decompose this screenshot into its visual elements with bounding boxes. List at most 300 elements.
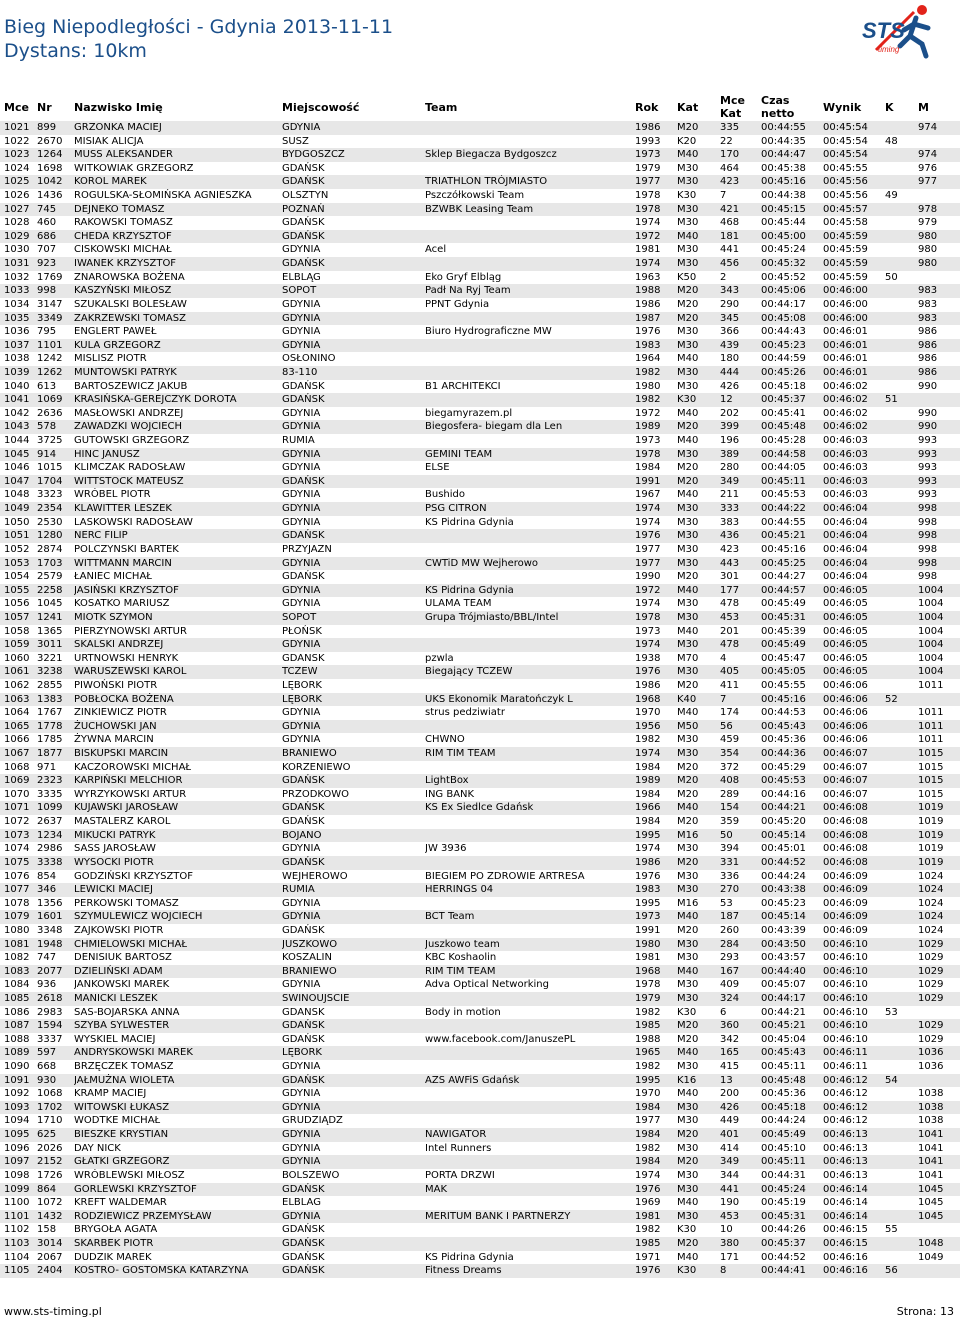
cell-team: MAK bbox=[425, 1183, 448, 1195]
cell-mce-kat: 426 bbox=[720, 380, 740, 392]
cell-city: SOPOT bbox=[282, 285, 317, 297]
cell-netto: 00:44:35 bbox=[761, 135, 806, 147]
cell-cat: M30 bbox=[677, 1183, 699, 1195]
cell-name: DUDZIK MAREK bbox=[74, 1251, 152, 1263]
cell-cat: M30 bbox=[677, 734, 699, 746]
cell-cat: M30 bbox=[677, 1142, 699, 1154]
cell-nr: 2986 bbox=[37, 843, 63, 855]
cell-name: GŁATKI GRZEGORZ bbox=[74, 1156, 170, 1168]
cell-m: 1041 bbox=[918, 1169, 944, 1181]
cell-cat: M30 bbox=[677, 203, 699, 215]
table-row bbox=[0, 271, 960, 285]
cell-nr: 3335 bbox=[37, 788, 63, 800]
cell-team: Padł Na Ryj Team bbox=[425, 285, 511, 297]
cell-city: POZNAŃ bbox=[282, 203, 325, 215]
table-row bbox=[0, 162, 960, 176]
cell-mce-kat: 349 bbox=[720, 1156, 740, 1168]
cell-year: 1984 bbox=[635, 761, 661, 773]
cell-mce-kat: 335 bbox=[720, 122, 740, 133]
table-row bbox=[0, 148, 960, 162]
cell-cat: M40 bbox=[677, 435, 699, 447]
cell-year: 1982 bbox=[635, 1006, 661, 1018]
cell-cat: M30 bbox=[677, 1101, 699, 1113]
cell-mce-kat: 174 bbox=[720, 707, 740, 719]
cell-netto: 00:45:32 bbox=[761, 258, 806, 270]
table-row bbox=[0, 788, 960, 802]
table-row bbox=[0, 693, 960, 707]
cell-netto: 00:45:55 bbox=[761, 679, 806, 691]
table-row bbox=[0, 1006, 960, 1020]
cell-nr: 1436 bbox=[37, 190, 63, 202]
cell-nr: 1042 bbox=[37, 176, 63, 188]
cell-result: 00:46:03 bbox=[823, 489, 868, 501]
cell-year: 1980 bbox=[635, 938, 661, 950]
cell-mce: 1061 bbox=[4, 666, 30, 678]
cell-mce-kat: 421 bbox=[720, 203, 740, 215]
cell-netto: 00:44:41 bbox=[761, 1265, 806, 1277]
cell-result: 00:46:09 bbox=[823, 870, 868, 882]
cell-result: 00:46:00 bbox=[823, 298, 868, 310]
cell-result: 00:46:13 bbox=[823, 1142, 868, 1154]
cell-team: Biuro Hydrograficzne MW bbox=[425, 326, 552, 338]
cell-mce-kat: 360 bbox=[720, 1020, 740, 1032]
table-row bbox=[0, 611, 960, 625]
cell-netto: 00:45:19 bbox=[761, 1197, 806, 1209]
cell-nr: 1045 bbox=[37, 598, 63, 610]
cell-nr: 2067 bbox=[37, 1251, 63, 1263]
cell-year: 1979 bbox=[635, 993, 661, 1004]
cell-mce-kat: 414 bbox=[720, 1142, 740, 1154]
cell-netto: 00:45:24 bbox=[761, 244, 806, 256]
cell-mce: 1054 bbox=[4, 571, 30, 583]
cell-nr: 930 bbox=[37, 1074, 57, 1086]
cell-city: GRUDZIĄDZ bbox=[282, 1115, 343, 1127]
table-row bbox=[0, 488, 960, 502]
cell-nr: 2636 bbox=[37, 407, 63, 419]
cell-name: MIOTK SZYMON bbox=[74, 611, 153, 623]
cell-name: WYRZYKOWSKI ARTUR bbox=[74, 788, 187, 800]
cell-nr: 1069 bbox=[37, 394, 63, 406]
table-row bbox=[0, 448, 960, 462]
cell-nr: 1767 bbox=[37, 707, 63, 719]
cell-name: ROGULSKA-SŁOMIŃSKA AGNIESZKA bbox=[74, 190, 252, 202]
cell-mce: 1025 bbox=[4, 176, 30, 188]
cell-team: JW 3936 bbox=[425, 843, 467, 855]
cell-cat: M20 bbox=[677, 856, 699, 868]
cell-name: ANDRYSKOWSKI MAREK bbox=[74, 1047, 193, 1059]
cell-mce-kat: 380 bbox=[720, 1237, 740, 1249]
cell-mce-kat: 408 bbox=[720, 775, 740, 787]
cell-mce-kat: 366 bbox=[720, 326, 740, 338]
cell-cat: M40 bbox=[677, 911, 699, 923]
cell-netto: 00:45:21 bbox=[761, 530, 806, 542]
cell-mce-kat: 423 bbox=[720, 543, 740, 555]
cell-netto: 00:45:00 bbox=[761, 230, 806, 242]
cell-nr: 3238 bbox=[37, 666, 63, 678]
cell-cat: M20 bbox=[677, 775, 699, 787]
table-row bbox=[0, 339, 960, 353]
cell-year: 1984 bbox=[635, 1129, 661, 1141]
table-row bbox=[0, 420, 960, 434]
cell-name: KACZOROWSKI MICHAŁ bbox=[74, 761, 192, 773]
cell-city: GDYNIA bbox=[282, 979, 321, 991]
cell-city: BOLSZEWO bbox=[282, 1169, 340, 1181]
cell-name: MIKUCKI PATRYK bbox=[74, 829, 156, 841]
cell-cat: M30 bbox=[677, 503, 699, 515]
cell-cat: M20 bbox=[677, 816, 699, 828]
cell-name: BARTOSZEWICZ JAKUB bbox=[74, 380, 188, 392]
cell-name: KOSTRO- GOSTOMSKA KATARZYNA bbox=[74, 1265, 249, 1277]
cell-result: 00:46:11 bbox=[823, 1061, 868, 1073]
page-subtitle: Dystans: 10km bbox=[4, 40, 147, 62]
cell-cat: M20 bbox=[677, 122, 699, 133]
cell-mce-kat: 190 bbox=[720, 1197, 740, 1209]
cell-result: 00:46:02 bbox=[823, 380, 868, 392]
cell-year: 1976 bbox=[635, 870, 661, 882]
cell-mce-kat: 180 bbox=[720, 353, 740, 365]
cell-mce: 1036 bbox=[4, 326, 30, 338]
table-row bbox=[0, 1196, 960, 1210]
table-row bbox=[0, 475, 960, 489]
cell-netto: 00:45:36 bbox=[761, 1088, 806, 1100]
cell-name: MUNTOWSKI PATRYK bbox=[74, 366, 177, 378]
cell-name: DEJNEKO TOMASZ bbox=[74, 203, 165, 215]
col-nr: Nr bbox=[37, 101, 52, 114]
table-row bbox=[0, 625, 960, 639]
cell-cat: M30 bbox=[677, 543, 699, 555]
cell-mce: 1032 bbox=[4, 271, 30, 283]
cell-mce-kat: 50 bbox=[720, 829, 733, 841]
cell-year: 1976 bbox=[635, 1183, 661, 1195]
table-row bbox=[0, 924, 960, 938]
cell-m: 1024 bbox=[918, 911, 944, 923]
cell-city: GDAŃSK bbox=[282, 1237, 325, 1249]
cell-result: 00:46:07 bbox=[823, 775, 868, 787]
cell-mce: 1075 bbox=[4, 856, 30, 868]
cell-netto: 00:45:21 bbox=[761, 1020, 806, 1032]
cell-name: ZINKIEWICZ PIOTR bbox=[74, 707, 167, 719]
cell-result: 00:46:16 bbox=[823, 1251, 868, 1263]
cell-year: 1995 bbox=[635, 829, 661, 841]
cell-netto: 00:44:24 bbox=[761, 870, 806, 882]
table-row bbox=[0, 1223, 960, 1237]
cell-team: PORTA DRZWI bbox=[425, 1169, 495, 1181]
cell-year: 1995 bbox=[635, 897, 661, 909]
cell-cat: M30 bbox=[677, 598, 699, 610]
cell-netto: 00:45:24 bbox=[761, 1183, 806, 1195]
cell-mce: 1074 bbox=[4, 843, 30, 855]
cell-m: 974 bbox=[918, 149, 938, 161]
cell-city: GDAŃSK bbox=[282, 230, 325, 242]
cell-nr: 625 bbox=[37, 1129, 57, 1141]
table-row bbox=[0, 203, 960, 217]
cell-year: 1982 bbox=[635, 1142, 661, 1154]
cell-mce: 1105 bbox=[4, 1265, 30, 1277]
cell-netto: 00:45:11 bbox=[761, 1061, 806, 1073]
cell-name: WRÓBEL PIOTR bbox=[74, 489, 151, 501]
cell-name: MASTALERZ KAROL bbox=[74, 816, 171, 828]
cell-mce-kat: 6 bbox=[720, 1006, 727, 1018]
cell-cat: M40 bbox=[677, 707, 699, 719]
cell-name: SZYBA SYLWESTER bbox=[74, 1020, 170, 1032]
cell-city: LĘBORK bbox=[282, 1047, 322, 1059]
cell-result: 00:46:05 bbox=[823, 584, 868, 596]
cell-cat: M20 bbox=[677, 788, 699, 800]
cell-mce: 1104 bbox=[4, 1251, 30, 1263]
cell-m: 1024 bbox=[918, 897, 944, 909]
cell-netto: 00:45:11 bbox=[761, 1156, 806, 1168]
cell-netto: 00:44:58 bbox=[761, 448, 806, 460]
cell-city: GDYNIA bbox=[282, 911, 321, 923]
cell-cat: M30 bbox=[677, 162, 699, 174]
cell-m: 1019 bbox=[918, 843, 944, 855]
table-row bbox=[0, 584, 960, 598]
cell-city: GDAŃSK bbox=[282, 176, 325, 188]
cell-result: 00:46:16 bbox=[823, 1265, 868, 1277]
cell-city: GDYNIA bbox=[282, 1142, 321, 1154]
cell-mce: 1021 bbox=[4, 122, 30, 133]
cell-cat: K50 bbox=[677, 271, 697, 283]
table-row bbox=[0, 679, 960, 693]
cell-result: 00:46:02 bbox=[823, 421, 868, 433]
cell-name: WYSOCKI PIOTR bbox=[74, 856, 154, 868]
cell-result: 00:46:02 bbox=[823, 394, 868, 406]
cell-nr: 613 bbox=[37, 380, 57, 392]
cell-mce-kat: 289 bbox=[720, 788, 740, 800]
cell-mce: 1077 bbox=[4, 884, 30, 896]
cell-city: PRZYJAZN bbox=[282, 543, 332, 555]
cell-m: 1029 bbox=[918, 979, 944, 991]
cell-year: 1985 bbox=[635, 1237, 661, 1249]
col-team: Team bbox=[425, 101, 458, 114]
cell-mce-kat: 441 bbox=[720, 1183, 740, 1195]
cell-nr: 1264 bbox=[37, 149, 63, 161]
cell-city: 83-110 bbox=[282, 366, 318, 378]
cell-nr: 2354 bbox=[37, 503, 63, 515]
cell-year: 1984 bbox=[635, 788, 661, 800]
cell-mce-kat: 415 bbox=[720, 1061, 740, 1073]
cell-year: 1993 bbox=[635, 135, 661, 147]
cell-nr: 668 bbox=[37, 1061, 57, 1073]
table-row bbox=[0, 1210, 960, 1224]
cell-cat: M40 bbox=[677, 802, 699, 814]
cell-nr: 346 bbox=[37, 884, 57, 896]
table-row bbox=[0, 1183, 960, 1197]
cell-mce: 1047 bbox=[4, 475, 30, 487]
cell-nr: 747 bbox=[37, 952, 57, 964]
cell-team: AZS AWFiS Gdańsk bbox=[425, 1074, 520, 1086]
table-row bbox=[0, 747, 960, 761]
cell-city: SOPOT bbox=[282, 611, 317, 623]
cell-mce: 1050 bbox=[4, 516, 30, 528]
cell-year: 1974 bbox=[635, 843, 661, 855]
cell-cat: M40 bbox=[677, 584, 699, 596]
cell-m: 1048 bbox=[918, 1237, 944, 1249]
cell-nr: 2874 bbox=[37, 543, 63, 555]
cell-netto: 00:45:29 bbox=[761, 761, 806, 773]
cell-city: GDAŃSK bbox=[282, 1033, 325, 1045]
cell-cat: K30 bbox=[677, 1265, 697, 1277]
cell-year: 1974 bbox=[635, 639, 661, 651]
cell-cat: M30 bbox=[677, 217, 699, 229]
cell-name: KRAMP MACIEJ bbox=[74, 1088, 147, 1100]
cell-name: ZAKRZEWSKI TOMASZ bbox=[74, 312, 186, 324]
cell-mce-kat: 333 bbox=[720, 503, 740, 515]
cell-city: GDAŃSK bbox=[282, 1183, 325, 1195]
cell-result: 00:46:15 bbox=[823, 1224, 868, 1236]
cell-result: 00:46:12 bbox=[823, 1088, 868, 1100]
table-row bbox=[0, 1046, 960, 1060]
cell-m: 998 bbox=[918, 516, 938, 528]
table-row bbox=[0, 965, 960, 979]
cell-nr: 854 bbox=[37, 870, 57, 882]
cell-netto: 00:44:16 bbox=[761, 788, 806, 800]
footer-url[interactable]: www.sts-timing.pl bbox=[4, 1305, 102, 1318]
cell-mce-kat: 165 bbox=[720, 1047, 740, 1059]
cell-team: ELSE bbox=[425, 462, 450, 474]
cell-mce: 1037 bbox=[4, 339, 30, 351]
cell-city: GDYNIA bbox=[282, 720, 321, 732]
cell-k: 56 bbox=[885, 1265, 898, 1277]
cell-cat: M30 bbox=[677, 176, 699, 188]
col-k: K bbox=[885, 101, 894, 114]
table-row bbox=[0, 298, 960, 312]
table-row bbox=[0, 1019, 960, 1033]
cell-name: WITTSTOCK MATEUSZ bbox=[74, 475, 184, 487]
cell-mce-kat: 456 bbox=[720, 258, 740, 270]
cell-year: 1974 bbox=[635, 1169, 661, 1181]
table-row bbox=[0, 992, 960, 1006]
cell-m: 1045 bbox=[918, 1197, 944, 1209]
cell-netto: 00:44:05 bbox=[761, 462, 806, 474]
table-row bbox=[0, 706, 960, 720]
cell-netto: 00:44:27 bbox=[761, 571, 806, 583]
cell-team: UKS Ekonomik Maratończyk L bbox=[425, 693, 573, 705]
cell-netto: 00:45:14 bbox=[761, 911, 806, 923]
cell-m: 976 bbox=[918, 162, 938, 174]
cell-result: 00:46:06 bbox=[823, 734, 868, 746]
cell-cat: M20 bbox=[677, 924, 699, 936]
table-row bbox=[0, 1060, 960, 1074]
cell-name: JANKOWSKI MAREK bbox=[74, 979, 170, 991]
cell-nr: 1702 bbox=[37, 1101, 63, 1113]
cell-city: GDYNIA bbox=[282, 462, 321, 474]
cell-mce: 1084 bbox=[4, 979, 30, 991]
cell-team: KBC Koshaolin bbox=[425, 952, 497, 964]
cell-name: LEWICKI MACIEJ bbox=[74, 884, 153, 896]
cell-city: GDYNIA bbox=[282, 516, 321, 528]
cell-name: KRASIŃSKA-GEREJCZYK DOROTA bbox=[74, 394, 237, 406]
cell-m: 1024 bbox=[918, 870, 944, 882]
cell-year: 1982 bbox=[635, 394, 661, 406]
cell-nr: 3349 bbox=[37, 312, 63, 324]
cell-year: 1956 bbox=[635, 720, 661, 732]
cell-netto: 00:45:53 bbox=[761, 489, 806, 501]
cell-m: 1024 bbox=[918, 884, 944, 896]
cell-name: KOROL MAREK bbox=[74, 176, 147, 188]
col-mce-kat-2: Kat bbox=[720, 107, 742, 120]
table-row bbox=[0, 829, 960, 843]
cell-mce-kat: 187 bbox=[720, 911, 740, 923]
cell-name: PIWOŃSKI PIOTR bbox=[74, 679, 158, 691]
cell-cat: M30 bbox=[677, 938, 699, 950]
cell-mce: 1026 bbox=[4, 190, 30, 202]
cell-mce-kat: 453 bbox=[720, 1210, 740, 1222]
cell-result: 00:46:14 bbox=[823, 1197, 868, 1209]
cell-mce: 1049 bbox=[4, 503, 30, 515]
cell-mce-kat: 10 bbox=[720, 1224, 733, 1236]
cell-cat: M20 bbox=[677, 285, 699, 297]
cell-nr: 1877 bbox=[37, 748, 63, 760]
cell-name: ENGLERT PAWEŁ bbox=[74, 326, 157, 338]
cell-cat: M30 bbox=[677, 326, 699, 338]
cell-netto: 00:45:38 bbox=[761, 162, 806, 174]
cell-cat: M30 bbox=[677, 339, 699, 351]
cell-year: 1973 bbox=[635, 149, 661, 161]
cell-mce-kat: 270 bbox=[720, 884, 740, 896]
cell-cat: M20 bbox=[677, 462, 699, 474]
cell-mce: 1043 bbox=[4, 421, 30, 433]
cell-year: 1978 bbox=[635, 190, 661, 202]
cell-netto: 00:44:53 bbox=[761, 707, 806, 719]
cell-mce-kat: 196 bbox=[720, 435, 740, 447]
cell-team: PPNT Gdynia bbox=[425, 298, 490, 310]
cell-name: PERKOWSKI TOMASZ bbox=[74, 897, 179, 909]
cell-netto: 00:45:16 bbox=[761, 176, 806, 188]
cell-netto: 00:45:01 bbox=[761, 843, 806, 855]
cell-mce-kat: 354 bbox=[720, 748, 740, 760]
cell-nr: 1241 bbox=[37, 611, 63, 623]
cell-nr: 2323 bbox=[37, 775, 63, 787]
cell-city: GDAŃSK bbox=[282, 530, 325, 542]
table-row bbox=[0, 434, 960, 448]
cell-result: 00:46:05 bbox=[823, 611, 868, 623]
cell-m: 1019 bbox=[918, 856, 944, 868]
cell-m: 977 bbox=[918, 176, 938, 188]
cell-m: 1038 bbox=[918, 1088, 944, 1100]
cell-netto: 00:45:37 bbox=[761, 394, 806, 406]
cell-cat: M30 bbox=[677, 979, 699, 991]
cell-name: JASIŃSKI KRZYSZTOF bbox=[74, 584, 179, 596]
cell-mce-kat: 439 bbox=[720, 339, 740, 351]
cell-year: 1977 bbox=[635, 543, 661, 555]
cell-result: 00:46:03 bbox=[823, 462, 868, 474]
cell-cat: M40 bbox=[677, 230, 699, 242]
cell-name: KLIMCZAK RADOSŁAW bbox=[74, 462, 186, 474]
cell-name: MISIAK ALICJA bbox=[74, 135, 144, 147]
cell-city: GDYNIA bbox=[282, 557, 321, 569]
cell-year: 1974 bbox=[635, 516, 661, 528]
cell-city: GDAŃSK bbox=[282, 802, 325, 814]
cell-mce: 1029 bbox=[4, 230, 30, 242]
cell-city: GDAŃSK bbox=[282, 571, 325, 583]
col-netto: Czas bbox=[761, 94, 790, 107]
cell-m: 1004 bbox=[918, 584, 944, 596]
cell-cat: M30 bbox=[677, 1061, 699, 1073]
cell-m: 974 bbox=[918, 122, 938, 133]
cell-result: 00:46:04 bbox=[823, 530, 868, 542]
table-row bbox=[0, 638, 960, 652]
cell-netto: 00:44:36 bbox=[761, 748, 806, 760]
cell-year: 1986 bbox=[635, 679, 661, 691]
cell-mce: 1057 bbox=[4, 611, 30, 623]
cell-cat: M30 bbox=[677, 1210, 699, 1222]
cell-team: B1 ARCHITEKCI bbox=[425, 380, 501, 392]
cell-year: 1982 bbox=[635, 1061, 661, 1073]
cell-result: 00:45:55 bbox=[823, 162, 868, 174]
cell-city: KORZENIEWO bbox=[282, 761, 351, 773]
cell-netto: 00:43:38 bbox=[761, 884, 806, 896]
